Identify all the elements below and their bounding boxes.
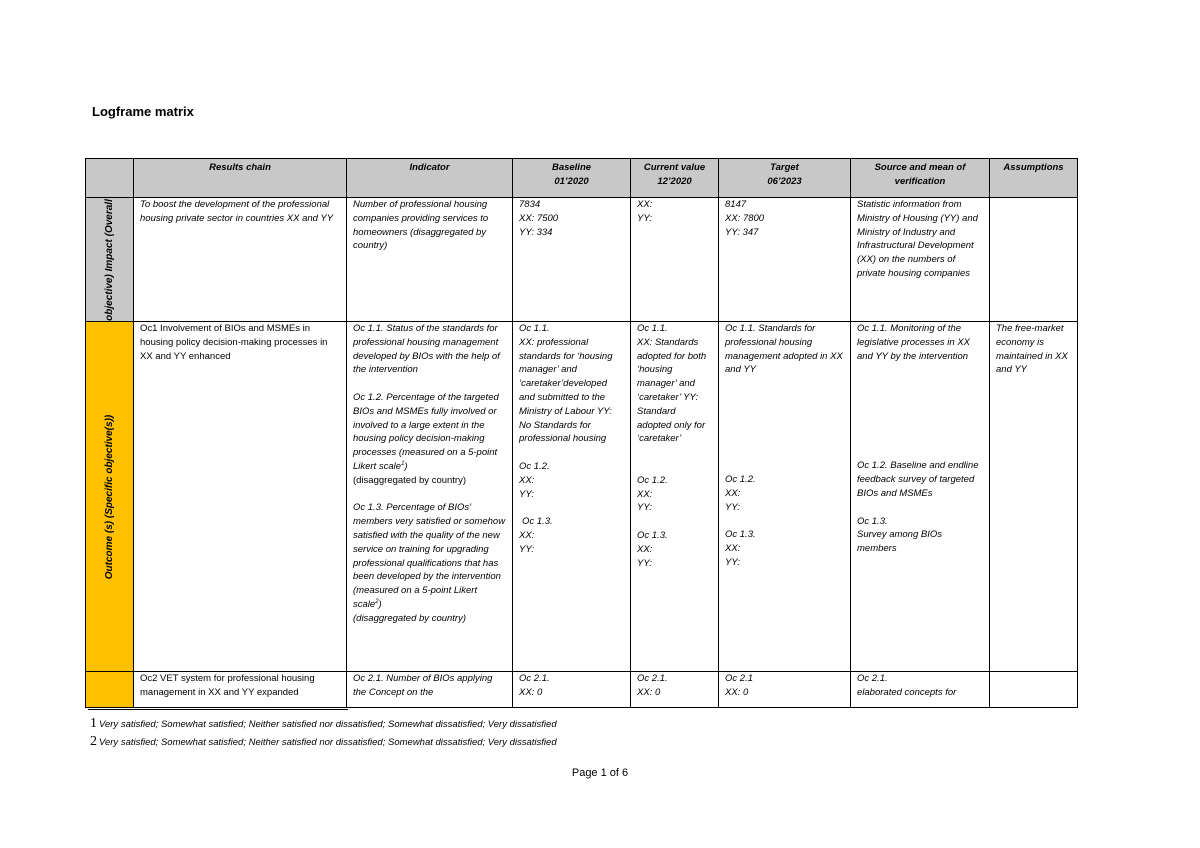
- oc1-row: [86, 322, 1078, 672]
- oc2-baseline: Oc 2.1. XX: 0: [513, 672, 631, 708]
- oc2-indicator: Oc 2.1. Number of BIOs applying the Concept on the: [347, 672, 513, 708]
- footnote-1: 1 Very satisfied; Somewhat satisfied; Neither satisfied nor dissatisfied; Somewhat dissatisfied; Very dissatisfied: [90, 716, 557, 731]
- logframe-table: [85, 158, 1078, 708]
- header-results-chain: Results chain: [134, 159, 347, 198]
- header-row: [86, 159, 1078, 198]
- oc1-baseline: Oc 1.1. XX: professional standards for ‘housing manager’ and ‘caretaker’developed and submitted to the Ministry of Labour YY: No Standards for professional housing Oc 1.2. XX: YY: Oc 1.3. XX: YY:: [513, 322, 631, 672]
- impact-baseline: 7834 XX: 7500 YY: 334: [513, 198, 631, 322]
- header-current-value: Current value 12’2020: [631, 159, 719, 198]
- oc2-row: [86, 672, 1078, 708]
- impact-row: [86, 198, 1078, 322]
- header-source: Source and mean of verification: [851, 159, 990, 198]
- oc2-results: Oc2 VET system for professional housing management in XX and YY expanded: [134, 672, 347, 708]
- header-assumptions: Assumptions: [990, 159, 1078, 198]
- page-number: Page 1 of 6: [571, 767, 629, 779]
- oc2-source: Oc 2.1. elaborated concepts for: [851, 672, 990, 708]
- impact-indicator: Number of professional housing companies providing services to homeowners (disaggregated by country): [347, 198, 513, 322]
- footnote-2: 2 Very satisfied; Somewhat satisfied; Neither satisfied nor dissatisfied; Somewhat dissatisfied; Very dissatisfied: [90, 734, 557, 749]
- oc1-indicator: Oc 1.1. Status of the standards for professional housing management developed by BIOs with the help of the intervention Oc 1.2. Percentage of the targeted BIOs and MSMEs fully involved or involved to a large extent in the housing policy decision-making processes (measured on a 5-point Likert scale$^1$) (disaggregated by country) Oc 1.3. Percentage of BIOs’ members very satisfied or somehow satisfied with the quality of the new service on training for upgrading professional qualifications that has been developed by the intervention (measured on a 5-point Likert scale$^2$) (disaggregated by country): [347, 322, 513, 672]
- oc2-row-label: [86, 672, 134, 708]
- oc2-current: Oc 2.1. XX: 0: [631, 672, 719, 708]
- oc2-target: Oc 2.1 XX: 0: [719, 672, 851, 708]
- impact-current: XX: YY:: [631, 198, 719, 322]
- oc1-current: Oc 1.1. XX: Standards adopted for both ‘housing manager’ and ‘caretaker’ YY: Standard adopted only for ‘caretaker’ Oc 1.2. XX: YY: Oc 1.3. XX: YY:: [631, 322, 719, 672]
- header-corner: [86, 159, 134, 198]
- impact-row-label: objective) Impact (Overall: [86, 198, 134, 322]
- impact-source: Statistic information from Ministry of Housing (YY) and Ministry of Industry and Infrastructural Development (XX) on the numbers of private housing companies: [851, 198, 990, 322]
- outcome-row-label: Outcome (s) (Specific objective(s)): [86, 322, 134, 672]
- oc1-source: Oc 1.1. Monitoring of the legislative processes in XX and YY by the intervention Oc 1.2. Baseline and endline feedback survey of targeted BIOs and MSMEs Oc 1.3. Survey among BIOs members: [851, 322, 990, 672]
- impact-target: 8147 XX: 7800 YY: 347: [719, 198, 851, 322]
- oc1-target: Oc 1.1. Standards for professional housing management adopted in XX and YY Oc 1.2. XX: YY: Oc 1.3. XX: YY:: [719, 322, 851, 672]
- footnote-separator: [88, 709, 348, 710]
- header-baseline: Baseline 01’2020: [513, 159, 631, 198]
- oc1-assumptions: The free-market economy is maintained in XX and YY: [990, 322, 1078, 672]
- impact-results: To boost the development of the professional housing private sector in countries XX and YY: [134, 198, 347, 322]
- header-target: Target 06’2023: [719, 159, 851, 198]
- document-title: Logframe matrix: [92, 104, 194, 119]
- header-indicator: Indicator: [347, 159, 513, 198]
- oc1-results: Oc1 Involvement of BIOs and MSMEs in housing policy decision-making processes in XX and YY enhanced: [134, 322, 347, 672]
- impact-assumptions: [990, 198, 1078, 322]
- oc2-assumptions: [990, 672, 1078, 708]
